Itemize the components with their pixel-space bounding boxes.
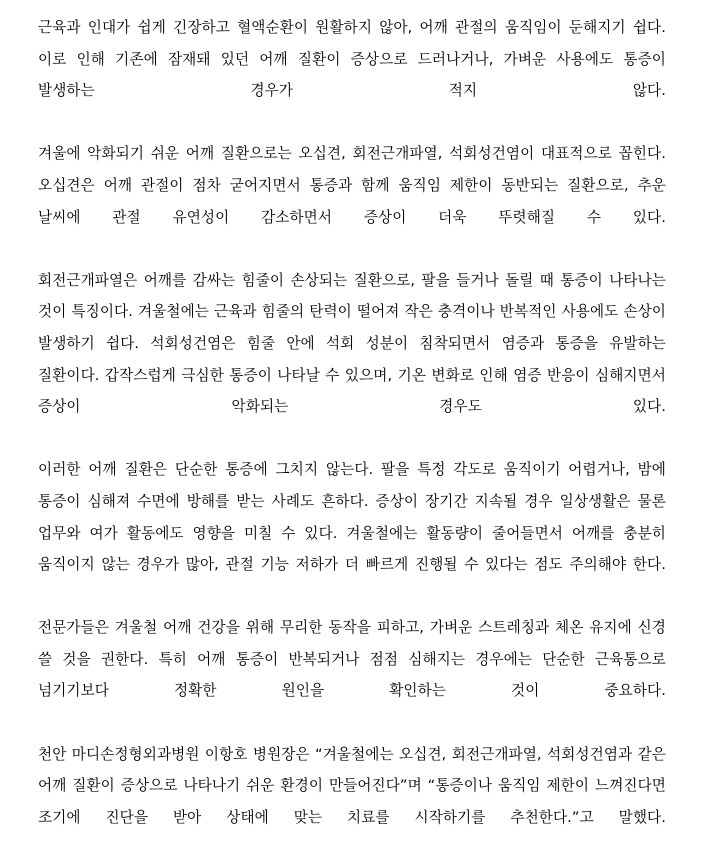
article-body xyxy=(38,12,666,865)
paragraph-6: 천안 마디손정형외과병원 이항호 병원장은 “겨울철에는 오십견, 회전근개파열, 석회성건염과 같은 어깨 질환이 증상으로 나타나기 쉬운 환경이 만들어진다”며 “통증이나 움직임 제한이 느껴진다면 조기에 진단을 받아 상태에 맞는 치료를 시작하기를 추천한다.”고 말했다. xyxy=(38,745,666,826)
paragraph-5: 전문가들은 겨울철 어깨 건강을 위해 무리한 동작을 피하고, 가벼운 스트레칭과 체온 유지에 신경 쓸 것을 권한다. 특히 어깨 통증이 반복되거나 점점 심해지는 경우에는 단순한 근육통으로 넘기기보다 정확한 원인을 확인하는 것이 중요하다. xyxy=(38,619,666,700)
paragraph-2: 겨울에 악화되기 쉬운 어깨 질환으로는 오십견, 회전근개파열, 석회성건염이 대표적으로 꼽힌다. 오십견은 어깨 관절이 점차 굳어지면서 통증과 함께 움직임 제한이 동반되는 질환으로, 추운 날씨에 관절 유연성이 감소하면서 증상이 더욱 뚜렷해질 수 있다. xyxy=(38,145,666,226)
paragraph-4: 이러한 어깨 질환은 단순한 통증에 그치지 않는다. 팔을 특정 각도로 움직이기 어렵거나, 밤에 통증이 심해져 수면에 방해를 받는 사례도 흔하다. 증상이 장기간 지속될 경우 일상생활은 물론 업무와 여가 활동에도 영향을 미칠 수 있다. 겨울철에는 활동량이 줄어들면서 어깨를 충분히 움직이지 않는 경우가 많아, 관절 기능 저하가 더 빠르게 진행될 수 있다는 점도 주의해야 한다. xyxy=(38,461,666,574)
paragraph-3: 회전근개파열은 어깨를 감싸는 힘줄이 손상되는 질환으로, 팔을 들거나 돌릴 때 통증이 나타나는 것이 특징이다. 겨울철에는 근육과 힘줄의 탄력이 떨어져 작은 충격이나 반복적인 사용에도 손상이 발생하기 쉽다. 석회성건염은 힘줄 안에 석회 성분이 침착되면서 염증과 통증을 유발하는 질환이다. 갑작스럽게 극심한 통증이 나타날 수 있으며, 기온 변화로 인해 염증 반응이 심해지면서 증상이 악화되는 경우도 있다. xyxy=(38,271,666,416)
paragraph-1: 근육과 인대가 쉽게 긴장하고 혈액순환이 원활하지 않아, 어깨 관절의 움직임이 둔해지기 쉽다. 이로 인해 기존에 잠재돼 있던 어깨 질환이 증상으로 드러나거나, 가벼운 사용에도 통증이 발생하는 경우가 적지 않다. xyxy=(38,19,666,100)
